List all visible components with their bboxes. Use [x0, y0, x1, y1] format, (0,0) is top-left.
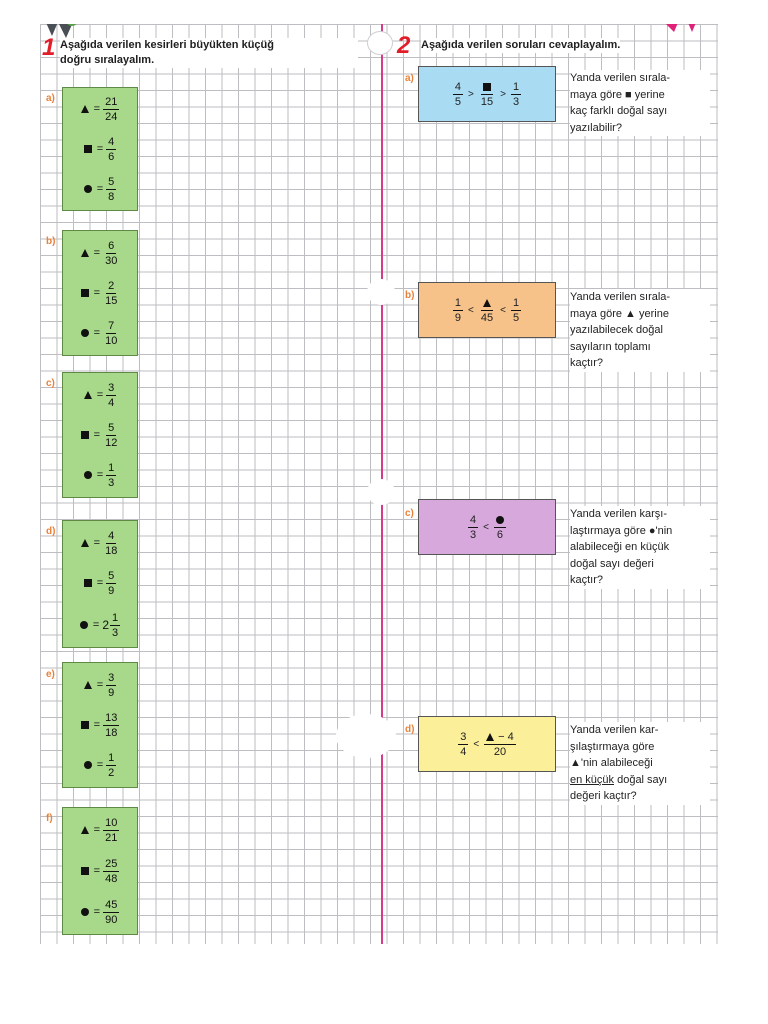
denominator: 6	[108, 150, 115, 163]
fraction	[468, 513, 478, 542]
fraction	[103, 711, 119, 740]
equals-sign: =	[93, 287, 101, 299]
triangle-icon	[84, 681, 92, 689]
numerator	[494, 513, 506, 528]
text-line: alabileceği en küçük	[570, 541, 670, 553]
numerator: 45	[105, 898, 118, 911]
equals-sign: =	[96, 469, 104, 481]
binder-hole	[367, 31, 393, 55]
group-letter: c)	[46, 378, 55, 389]
fraction-row	[63, 607, 137, 643]
question-d-text	[570, 722, 710, 805]
underlined-text: en küçük	[570, 773, 615, 786]
comparison-operator: <	[483, 521, 489, 533]
fraction	[103, 816, 119, 845]
fraction	[453, 80, 463, 109]
text-line: Yanda verilen sırala-	[570, 72, 671, 84]
fraction	[103, 95, 119, 124]
denominator: 18	[105, 544, 118, 557]
fraction	[103, 857, 119, 886]
section-2-number: 2	[397, 32, 411, 59]
fraction	[103, 239, 119, 268]
numerator: 7	[108, 319, 115, 332]
question-a-box	[418, 66, 556, 122]
section-1-instruction	[60, 38, 358, 68]
question-c-box	[418, 499, 556, 555]
comparison-operator: <	[500, 304, 506, 316]
triangle-icon	[81, 249, 89, 257]
text-line: kaçtır?	[570, 357, 604, 369]
numerator	[484, 730, 516, 745]
group-letter: b)	[46, 236, 56, 247]
fraction-row	[63, 377, 137, 413]
denominator: 9	[108, 686, 115, 699]
comparison-operator: >	[468, 88, 474, 100]
text-line: Yanda verilen karşı-	[570, 508, 668, 520]
fraction	[479, 296, 495, 325]
fraction	[106, 751, 116, 780]
worksheet-page	[40, 24, 718, 944]
equals-sign: =	[96, 143, 104, 155]
numerator: 1	[108, 461, 115, 474]
question-letter: b)	[405, 290, 415, 301]
denominator: 4	[108, 396, 115, 409]
fraction	[110, 611, 120, 640]
equals-sign: =	[93, 537, 101, 549]
numerator: 5	[108, 569, 115, 582]
fraction-group-e	[62, 662, 138, 788]
numerator: 6	[108, 239, 115, 252]
numerator: 21	[105, 95, 118, 108]
text-line: yazılabilecek doğal	[570, 324, 663, 336]
square-icon	[84, 579, 92, 587]
fraction-row	[63, 91, 137, 127]
circle-icon	[84, 185, 92, 193]
equals-sign: =	[93, 247, 101, 259]
question-a-text	[570, 70, 710, 136]
denominator: 90	[105, 913, 118, 926]
equals-sign: =	[93, 906, 101, 918]
numerator: 1	[512, 80, 520, 93]
fraction-row	[63, 315, 137, 351]
fraction	[484, 730, 516, 759]
fraction	[103, 529, 119, 558]
group-letter: d)	[46, 526, 56, 537]
section-1-number: 1	[42, 34, 56, 61]
equals-sign: =	[93, 429, 101, 441]
triangle-icon	[81, 826, 89, 834]
binder-hole	[367, 279, 395, 305]
triangle-icon	[483, 299, 491, 307]
question-b-box	[418, 282, 556, 338]
fraction	[511, 296, 521, 325]
fraction-row	[63, 457, 137, 493]
numerator: 4	[108, 135, 115, 148]
binder-hole	[367, 479, 395, 505]
denominator: 48	[105, 872, 118, 885]
denominator: 15	[480, 95, 494, 108]
circle-icon	[496, 516, 504, 524]
denominator: 9	[454, 311, 462, 324]
denominator: 3	[512, 95, 520, 108]
square-icon	[81, 289, 89, 297]
numerator: 1	[112, 611, 119, 624]
fraction-row	[63, 853, 137, 889]
question-letter: c)	[405, 508, 414, 519]
fraction-row	[63, 747, 137, 783]
fraction	[106, 461, 116, 490]
fraction-row	[63, 235, 137, 271]
text-line: Yanda verilen sırala-	[570, 291, 671, 303]
equals-sign: =	[93, 719, 101, 731]
question-letter: d)	[405, 724, 415, 735]
instruction-line: Aşağıda verilen kesirleri büyükten küçüğ	[60, 39, 274, 51]
fraction-group-a	[62, 87, 138, 211]
circle-icon	[84, 761, 92, 769]
text-line: ▲'nin alabileceği	[570, 757, 653, 769]
numerator: 3	[108, 381, 115, 394]
fraction-row	[63, 171, 137, 207]
fraction-group-b	[62, 230, 138, 356]
numerator	[481, 296, 493, 311]
text-line: sayıların toplamı	[570, 340, 651, 353]
comparison-operator: >	[500, 88, 506, 100]
equals-sign: =	[93, 824, 101, 836]
fraction	[106, 135, 116, 164]
equals-sign: =	[96, 183, 104, 195]
fraction	[479, 80, 495, 109]
fraction	[494, 513, 506, 542]
denominator: 9	[108, 584, 115, 597]
text-line: en küçük doğal sayı	[570, 773, 668, 786]
fraction-group-f	[62, 807, 138, 935]
square-icon	[81, 867, 89, 875]
triangle-icon	[486, 733, 494, 741]
question-d-box	[418, 716, 556, 772]
numerator: 5	[108, 421, 115, 434]
fraction	[103, 421, 119, 450]
denominator: 20	[493, 745, 507, 758]
whole-number: 2	[102, 618, 109, 632]
fraction	[106, 175, 116, 204]
circle-icon	[84, 471, 92, 479]
fraction	[458, 730, 468, 759]
fraction	[106, 671, 116, 700]
numerator: 2	[108, 279, 115, 292]
text-line: kaç farklı doğal sayı	[570, 105, 668, 117]
numerator: 25	[105, 857, 118, 870]
numerator: 1	[512, 296, 520, 309]
question-c-text	[570, 506, 710, 589]
denominator: 3	[470, 528, 477, 541]
denominator: 45	[480, 311, 494, 324]
fraction-row	[63, 894, 137, 930]
numerator: 4	[108, 529, 115, 542]
group-letter: e)	[46, 669, 55, 680]
numerator-suffix: − 4	[498, 730, 514, 743]
fraction-row	[63, 131, 137, 167]
equals-sign: =	[96, 577, 104, 589]
fraction	[106, 381, 116, 410]
fraction-row	[63, 667, 137, 703]
square-icon	[81, 431, 89, 439]
equals-sign: =	[93, 865, 101, 877]
text-line: laştırmaya göre ●'nin	[570, 524, 673, 537]
fraction	[453, 296, 463, 325]
numerator: 10	[105, 816, 118, 829]
numerator: 3	[460, 730, 467, 743]
numerator	[481, 80, 493, 95]
decorative-ribbon-icon	[658, 24, 698, 40]
text-line: yazılabilir?	[570, 121, 622, 134]
text-line: doğal sayı değeri	[570, 557, 654, 570]
fraction	[103, 898, 119, 927]
numerator: 4	[454, 80, 462, 93]
numerator: 1	[108, 751, 115, 764]
numerator: 1	[454, 296, 462, 309]
denominator: 3	[108, 476, 115, 489]
numerator: 3	[108, 671, 115, 684]
square-icon	[84, 145, 92, 153]
fraction	[511, 80, 521, 109]
denominator: 6	[496, 528, 504, 541]
numerator: 5	[108, 175, 115, 188]
comparison-operator: <	[473, 738, 480, 750]
circle-icon	[80, 621, 88, 629]
equals-sign: =	[96, 389, 104, 401]
text-line: şılaştırmaya göre	[570, 740, 655, 753]
group-letter: f)	[46, 813, 53, 824]
instruction-line: doğru sıralayalım.	[60, 54, 155, 66]
fraction-row	[63, 525, 137, 561]
fraction-group-c	[62, 372, 138, 498]
fraction-row	[63, 565, 137, 601]
question-letter: a)	[405, 73, 414, 84]
fraction	[106, 569, 116, 598]
fraction-row	[63, 275, 137, 311]
text-line: maya göre ■ yerine	[570, 88, 665, 101]
equals-sign: =	[92, 619, 100, 631]
denominator: 30	[105, 254, 118, 267]
text-line: değeri kaçtır?	[570, 790, 637, 802]
fraction-group-d	[62, 520, 138, 648]
text-line: kaçtır?	[570, 574, 604, 586]
equals-sign: =	[96, 679, 104, 691]
fraction	[103, 319, 119, 348]
comparison-operator: <	[468, 304, 474, 316]
denominator: 5	[454, 95, 462, 108]
fraction-row	[63, 812, 137, 848]
circle-icon	[81, 329, 89, 337]
square-icon	[483, 83, 491, 91]
denominator: 18	[105, 726, 118, 739]
equals-sign: =	[93, 327, 101, 339]
text-line: Yanda verilen kar-	[570, 724, 659, 736]
denominator: 24	[105, 110, 118, 123]
equals-sign: =	[96, 759, 104, 771]
denominator: 2	[108, 766, 115, 779]
numerator: 13	[105, 711, 118, 724]
group-letter: a)	[46, 93, 55, 104]
triangle-icon	[81, 105, 89, 113]
text-line: maya göre ▲ yerine	[570, 307, 669, 320]
denominator: 10	[105, 334, 118, 347]
square-icon	[81, 721, 89, 729]
circle-icon	[81, 908, 89, 916]
fraction-row	[63, 417, 137, 453]
denominator: 8	[108, 190, 115, 203]
section-2-instruction: Aşağıda verilen soruları cevaplayalım.	[421, 39, 621, 51]
denominator: 5	[512, 311, 520, 324]
denominator: 21	[105, 831, 118, 844]
fraction	[103, 279, 119, 308]
denominator: 3	[112, 626, 119, 639]
denominator: 12	[105, 436, 118, 449]
binder-hole	[336, 714, 396, 758]
denominator: 15	[105, 294, 118, 307]
denominator: 4	[460, 745, 467, 758]
numerator: 4	[470, 513, 477, 526]
equals-sign: =	[93, 103, 101, 115]
triangle-icon	[81, 539, 89, 547]
triangle-icon	[84, 391, 92, 399]
fraction-row	[63, 707, 137, 743]
question-b-text	[570, 289, 710, 372]
